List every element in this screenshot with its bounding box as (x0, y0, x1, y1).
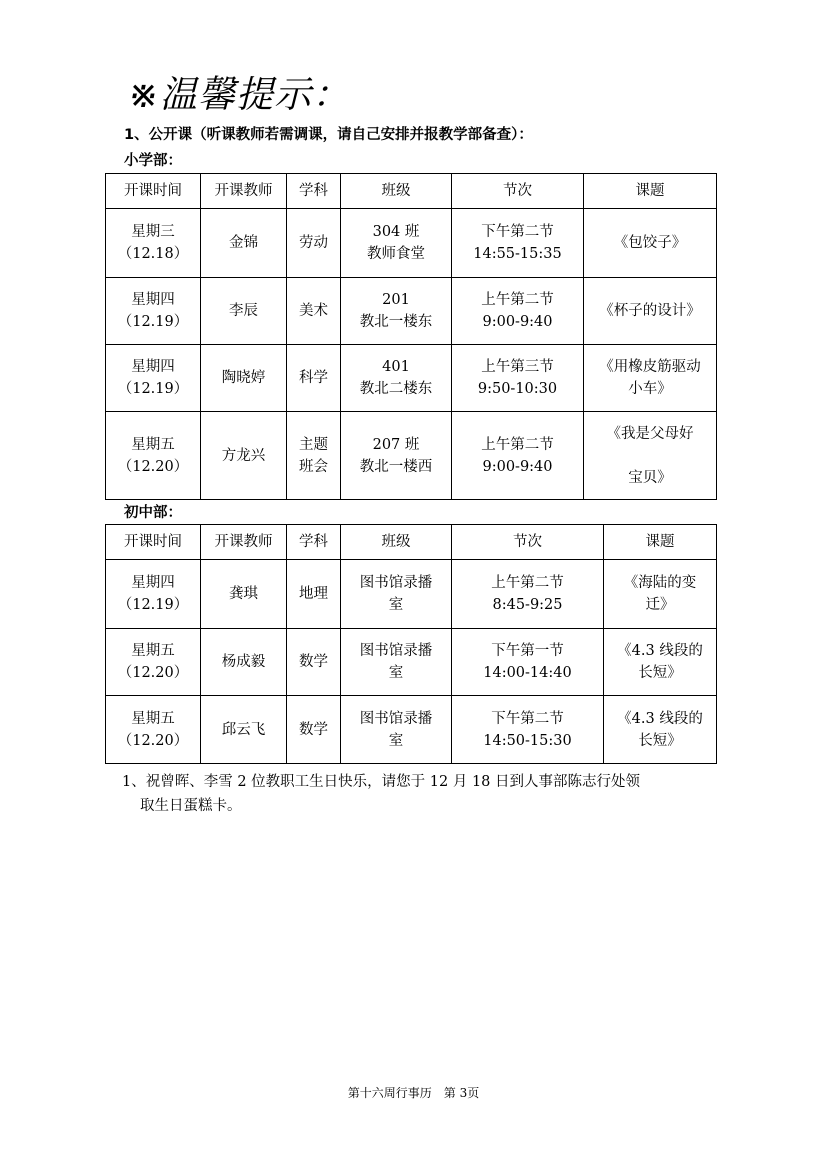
table-cell: 《海陆的变 迁》 (604, 560, 717, 629)
column-header: 学科 (287, 174, 341, 209)
table-row (106, 629, 717, 696)
table-cell: 杨成毅 (201, 629, 287, 696)
birthday-note (122, 770, 722, 818)
table-cell: 201 教北一楼东 (341, 278, 452, 345)
table-cell: 星期四 （12.19） (106, 560, 201, 629)
column-header: 节次 (452, 174, 584, 209)
table-cell: 《我是父母好 宝贝》 (584, 412, 717, 500)
table-cell: 图书馆录播 室 (341, 629, 452, 696)
table-cell: 陶晓婷 (201, 345, 287, 412)
table-cell: 上午第二节 9:00-9:40 (452, 278, 584, 345)
table-row (106, 278, 717, 345)
birthday-note-line2: 取生日蛋糕卡。 (140, 798, 242, 814)
table-cell: 地理 (287, 560, 341, 629)
section-heading: 1、公开课（听课教师若需调课，请自己安排并报教学部备查）： (124, 127, 533, 143)
primary-school-label: 小学部： (124, 153, 182, 169)
table-row (106, 412, 717, 500)
column-header: 开课教师 (201, 174, 287, 209)
table-cell: 方龙兴 (201, 412, 287, 500)
table-cell: 上午第二节 9:00-9:40 (452, 412, 584, 500)
table-cell: 下午第二节 14:55-15:35 (452, 209, 584, 278)
column-header: 课题 (604, 525, 717, 560)
table-cell: 数学 (287, 696, 341, 764)
table-row (106, 209, 717, 278)
junior-school-label: 初中部： (124, 505, 182, 521)
table-cell: 星期四 （12.19） (106, 278, 201, 345)
table-cell: 星期五 （12.20） (106, 412, 201, 500)
page-title: ※温馨提示： (128, 73, 351, 116)
column-header: 学科 (287, 525, 341, 560)
column-header: 班级 (341, 174, 452, 209)
column-header: 开课时间 (106, 525, 201, 560)
column-header: 课题 (584, 174, 717, 209)
table-cell: 美术 (287, 278, 341, 345)
table-cell: 数学 (287, 629, 341, 696)
page-footer: 第十六周行事历 第 3页 (347, 1086, 480, 1100)
column-header: 班级 (341, 525, 452, 560)
table-cell: 科学 (287, 345, 341, 412)
table-cell: 上午第二节 8:45-9:25 (452, 560, 604, 629)
table-row (106, 696, 717, 764)
column-header: 开课教师 (201, 525, 287, 560)
table-cell: 李辰 (201, 278, 287, 345)
table-cell: 《4.3 线段的 长短》 (604, 629, 717, 696)
table-cell: 金锦 (201, 209, 287, 278)
table-cell: 下午第二节 14:50-15:30 (452, 696, 604, 764)
table-cell: 《包饺子》 (584, 209, 717, 278)
table-cell: 主题 班会 (287, 412, 341, 500)
table-cell: 劳动 (287, 209, 341, 278)
table-cell: 星期四 （12.19） (106, 345, 201, 412)
table-cell: 图书馆录播 室 (341, 560, 452, 629)
column-header: 节次 (452, 525, 604, 560)
table-cell: 下午第一节 14:00-14:40 (452, 629, 604, 696)
table-cell: 401 教北二楼东 (341, 345, 452, 412)
table-row (106, 560, 717, 629)
table-cell: 207 班 教北一楼西 (341, 412, 452, 500)
table-cell: 上午第三节 9:50-10:30 (452, 345, 584, 412)
column-header: 开课时间 (106, 174, 201, 209)
table-cell: 《杯子的设计》 (584, 278, 717, 345)
table-cell: 星期五 （12.20） (106, 696, 201, 764)
table-cell: 星期三 （12.18） (106, 209, 201, 278)
table-cell: 304 班 教师食堂 (341, 209, 452, 278)
table-cell: 星期五 （12.20） (106, 629, 201, 696)
primary-school-table (105, 173, 717, 500)
table-cell: 邱云飞 (201, 696, 287, 764)
table-row (106, 345, 717, 412)
junior-school-table (105, 524, 717, 764)
table-cell: 图书馆录播 室 (341, 696, 452, 764)
table-cell: 《用橡皮筋驱动 小车》 (584, 345, 717, 412)
birthday-note-line1: 1、祝曾晖、李雪 2 位教职工生日快乐，请您于 12 月 18 日到人事部陈志行处领 (122, 774, 641, 790)
table-cell: 龚琪 (201, 560, 287, 629)
table-cell: 《4.3 线段的 长短》 (604, 696, 717, 764)
table-header-row (106, 174, 717, 209)
table-header-row (106, 525, 717, 560)
